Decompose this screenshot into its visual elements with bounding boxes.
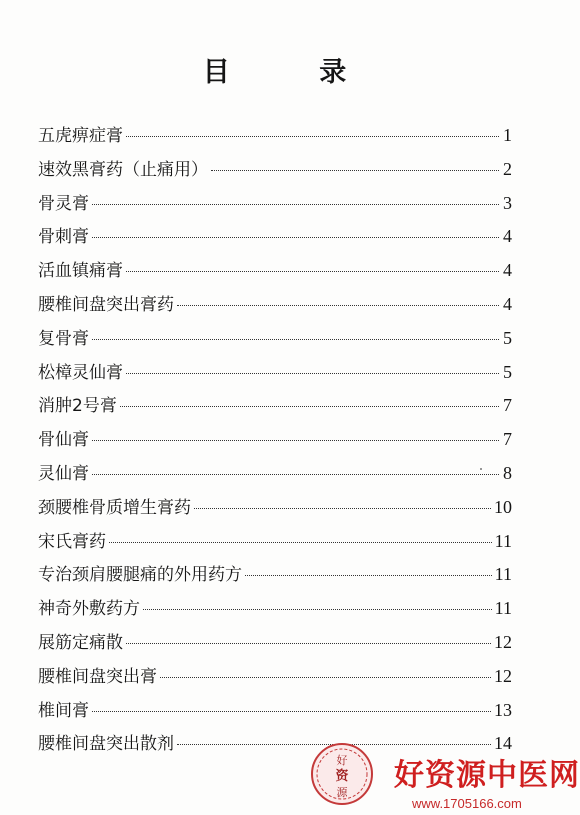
toc-entry-title: 骨仙膏 <box>38 430 89 451</box>
dot-leader <box>109 542 492 543</box>
toc-entry <box>38 356 512 390</box>
dot-leader <box>245 575 492 576</box>
toc-page-number: 11 <box>494 598 512 619</box>
watermark <box>308 742 580 815</box>
toc-entry <box>38 592 512 626</box>
toc-entry-title: 骨灵膏 <box>38 193 89 214</box>
toc-page-number: 11 <box>494 530 512 551</box>
toc-page-number: 8 <box>503 462 512 483</box>
toc-entry-title: 灵仙膏 <box>38 463 89 484</box>
toc-entry-title: 专治颈肩腰腿痛的外用药方 <box>38 565 242 586</box>
toc-entry <box>38 423 512 457</box>
dot-leader <box>126 136 499 137</box>
toc-entry-title: 速效黑膏药（止痛用） <box>38 159 208 180</box>
toc-page-number: 5 <box>503 327 512 348</box>
stray-mark <box>480 468 482 470</box>
seal-char-1: 好 <box>336 754 348 767</box>
table-of-contents <box>38 119 512 761</box>
toc-entry-title: 椎间膏 <box>38 700 89 721</box>
toc-entry <box>38 254 512 288</box>
toc-page-number: 1 <box>503 125 512 145</box>
toc-page-number: 5 <box>503 361 512 382</box>
toc-entry <box>38 525 512 559</box>
dot-leader <box>92 237 499 238</box>
dot-leader <box>160 677 491 678</box>
dot-leader <box>126 643 491 644</box>
toc-page-number: 10 <box>494 496 512 517</box>
toc-entry <box>38 220 512 254</box>
toc-page-number: 11 <box>494 564 512 585</box>
dot-leader <box>126 271 499 272</box>
seal-char-3: 源 <box>336 786 348 799</box>
toc-entry-title: 五虎痹症膏 <box>38 126 123 146</box>
toc-page-number: 4 <box>503 260 512 281</box>
toc-entry <box>38 491 512 525</box>
toc-entry <box>38 389 512 423</box>
seal-icon <box>310 742 374 806</box>
toc-page-number: 3 <box>503 192 512 213</box>
toc-entry <box>38 187 512 221</box>
dot-leader <box>126 373 499 374</box>
toc-entry-title: 复骨膏 <box>38 328 89 349</box>
toc-page-number: 7 <box>503 429 512 450</box>
toc-page-number: 4 <box>503 293 512 314</box>
toc-entry-title: 消肿2号膏 <box>38 396 117 417</box>
toc-entry-title: 展筋定痛散 <box>38 632 123 653</box>
toc-page-number: 7 <box>503 395 512 416</box>
dot-leader <box>92 711 491 712</box>
toc-entry <box>38 694 512 728</box>
toc-entry-title: 神奇外敷药方 <box>38 599 140 620</box>
toc-entry <box>38 288 512 322</box>
toc-page-number: 13 <box>494 699 512 720</box>
dot-leader <box>194 508 491 509</box>
toc-entry-title: 腰椎间盘突出膏药 <box>38 294 174 315</box>
toc-entry <box>38 153 512 187</box>
toc-entry-title: 腰椎间盘突出散剂 <box>38 734 174 755</box>
toc-page-number: 12 <box>494 631 512 652</box>
dot-leader <box>92 440 499 441</box>
watermark-url: www.1705166.com <box>412 796 522 811</box>
toc-entry <box>38 660 512 694</box>
toc-entry <box>38 119 512 153</box>
page-title: 目 录 <box>202 57 387 88</box>
toc-entry-title: 骨刺膏 <box>38 227 89 248</box>
dot-leader <box>92 339 499 340</box>
toc-entry-title: 腰椎间盘突出膏 <box>38 666 157 687</box>
toc-entry <box>38 558 512 592</box>
toc-entry-title: 宋氏膏药 <box>38 531 106 552</box>
toc-page-number: 12 <box>494 665 512 686</box>
toc-entry <box>38 626 512 660</box>
dot-leader <box>177 305 499 306</box>
dot-leader <box>211 170 499 171</box>
toc-page-number: 4 <box>503 226 512 247</box>
dot-leader <box>120 406 499 407</box>
dot-leader <box>92 474 499 475</box>
dot-leader <box>92 204 499 205</box>
watermark-name: 好资源中医网 <box>394 758 580 793</box>
toc-entry-title: 颈腰椎骨质增生膏药 <box>38 497 191 518</box>
toc-entry-title: 活血镇痛膏 <box>38 261 123 282</box>
toc-page-number: 2 <box>503 158 512 179</box>
toc-entry <box>38 322 512 356</box>
seal-char-2: 资 <box>335 769 349 784</box>
toc-page-number: 14 <box>494 733 512 754</box>
dot-leader <box>143 609 492 610</box>
toc-entry-title: 松樟灵仙膏 <box>38 362 123 383</box>
toc-entry <box>38 457 512 491</box>
